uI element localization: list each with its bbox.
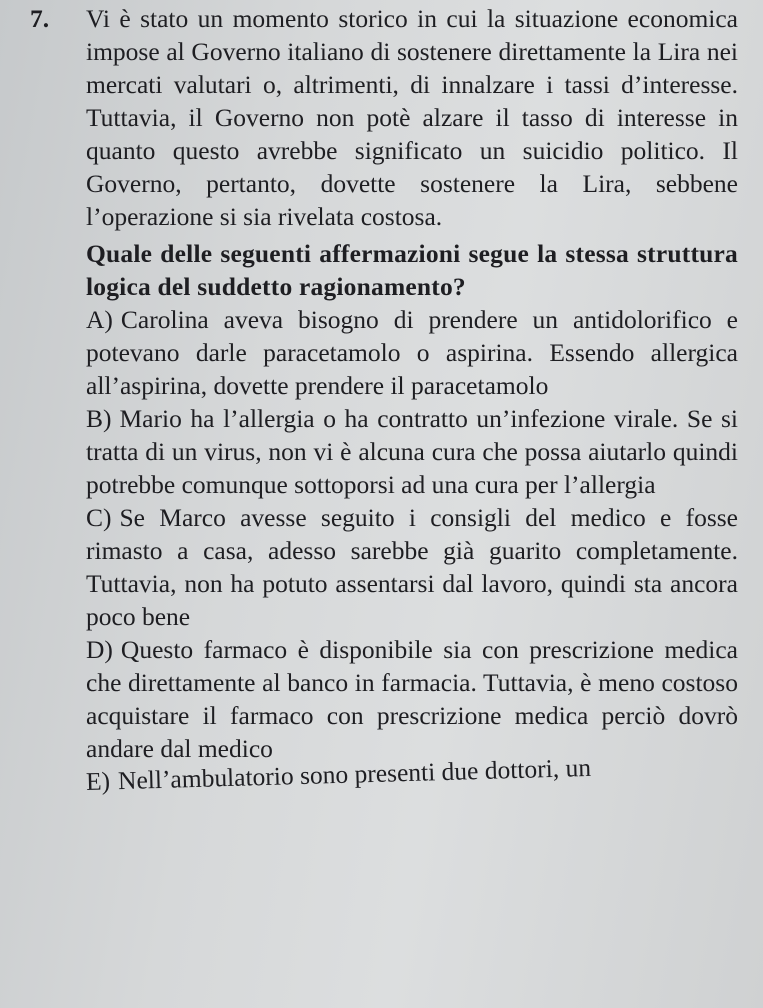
option-e-text: Nell’ambulatorio sono presenti due dottori, un: [117, 752, 592, 796]
exam-page: [30, 0, 738, 798]
option-a: [86, 303, 738, 402]
option-d-text: Questo farmaco è disponibile sia con prescrizione medica che direttamente al banco in farmacia. Tuttavia, è meno costoso acquistare il farmaco con prescrizione medica perciò dovrò andare dal medico: [86, 635, 738, 763]
option-d-letter: D): [86, 635, 113, 664]
question-prompt: Quale delle seguenti affermazioni segue la stessa struttura logica del suddetto ragionamento?: [86, 239, 738, 301]
option-e-letter: E): [85, 766, 111, 796]
option-b-letter: B): [86, 404, 112, 433]
question-number: 7.: [30, 4, 50, 33]
option-d: [86, 633, 738, 765]
question-stem: Vi è stato un momento storico in cui la situazione economica impose al Governo italiano di sostenere direttamente la Lira nei mercati valutari o, altrimenti, di innalzare i tassi d’interesse. Tuttavia, il Governo non potè alzare il tasso di interesse in quanto questo avrebbe significato un suicidio politico. Il Governo, pertanto, dovette sostenere la Lira, sebbene l’operazione si sia rivelata costosa.: [86, 4, 738, 231]
option-a-text: Carolina aveva bisogno di prendere un antidolorifico e potevano darle paracetamolo o aspirina. Essendo allergica all’aspirina, dovette prendere il paracetamolo: [86, 305, 738, 400]
option-b-text: Mario ha l’allergia o ha contratto un’infezione virale. Se si tratta di un virus, non vi è alcuna cura che possa aiutarlo quindi potrebbe comunque sottoporsi ad una cura per l’allergia: [86, 404, 738, 499]
option-c: [86, 501, 738, 633]
option-b: [86, 402, 738, 501]
option-c-letter: C): [86, 503, 112, 532]
option-c-text: Se Marco avesse seguito i consigli del medico e fosse rimasto a casa, adesso sarebbe già guarito completamente. Tuttavia, non ha potuto assentarsi dal lavoro, quindi sta ancora poco bene: [86, 503, 738, 631]
option-a-letter: A): [86, 305, 113, 334]
